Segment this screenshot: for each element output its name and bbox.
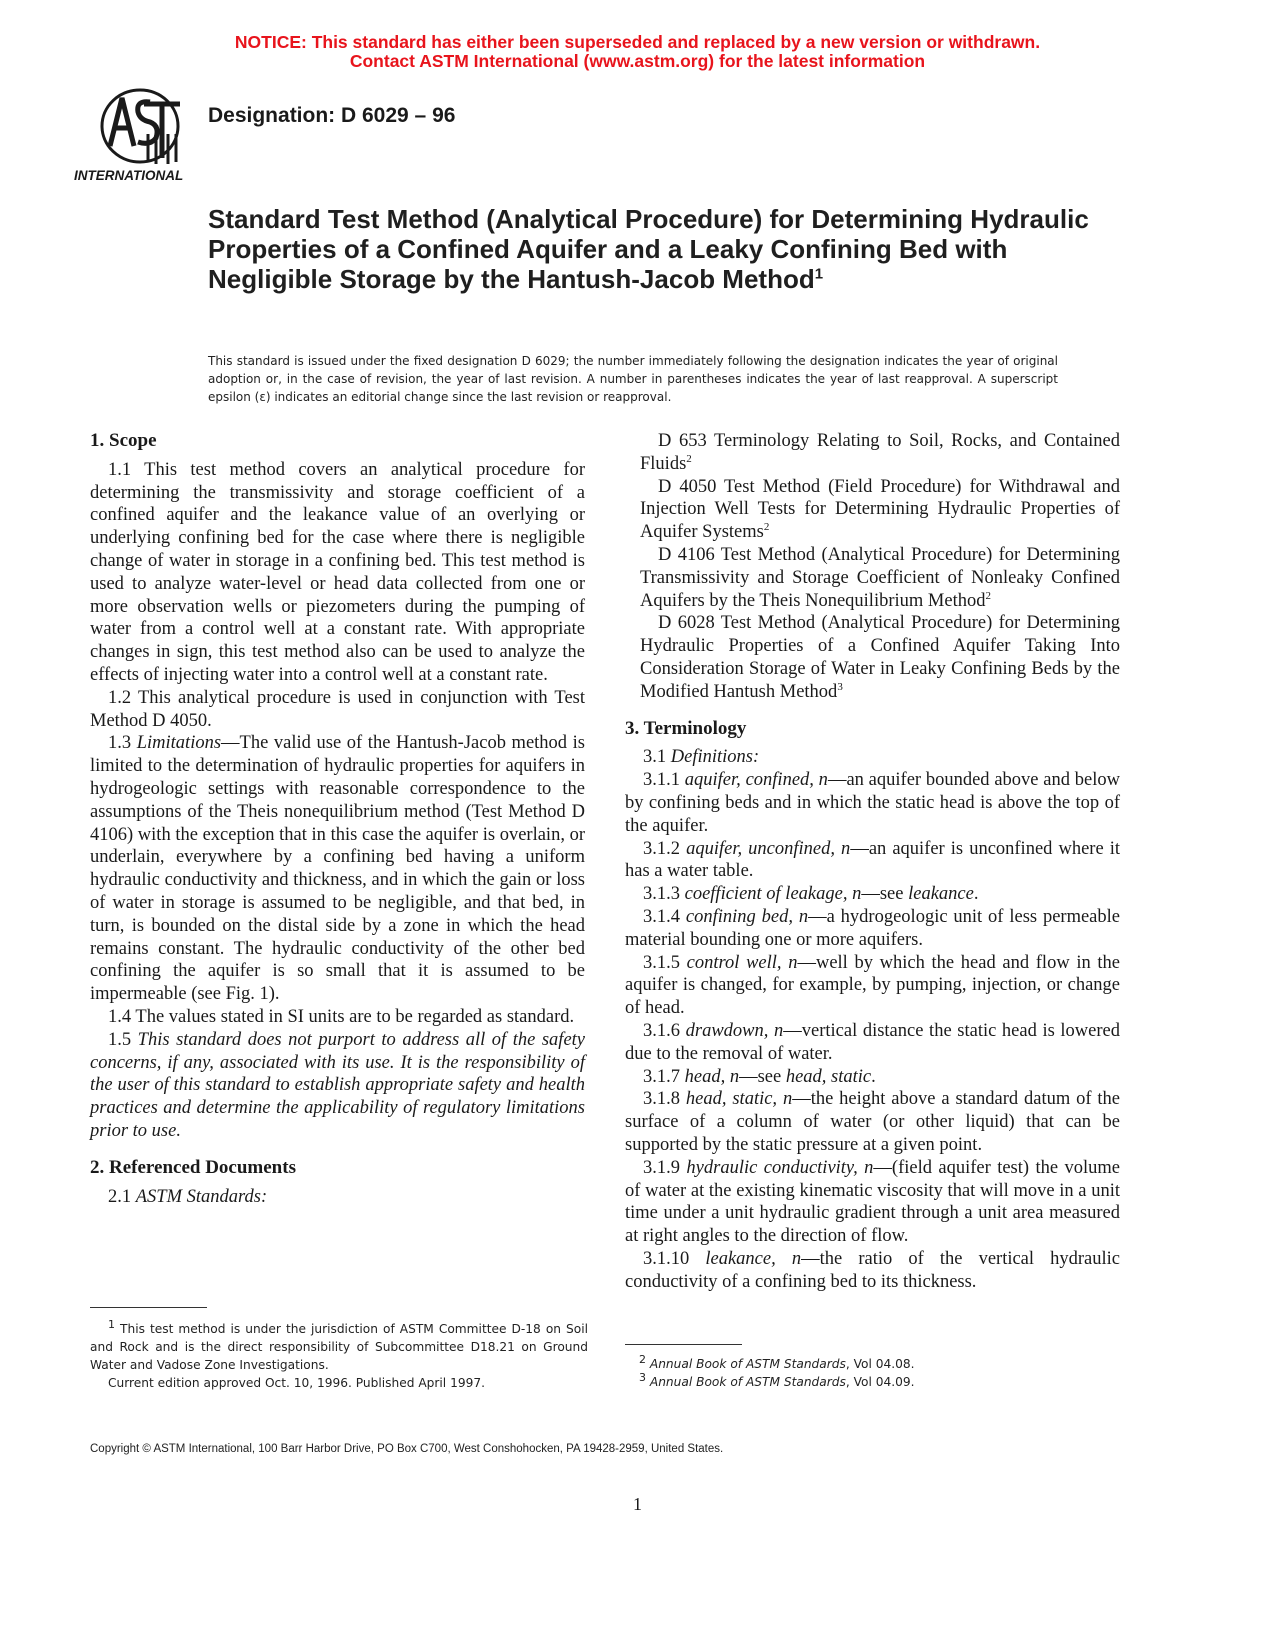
definition-3-1-4: [625, 906, 1120, 952]
definition-number: 3.1.3: [643, 884, 685, 905]
definition-term: control well, n: [686, 952, 798, 973]
volume: , Vol 04.08.: [845, 1357, 915, 1371]
definition-text: —see: [739, 1066, 786, 1087]
paragraph-1-3: [90, 732, 585, 1006]
logo-text: INTERNATIONAL: [74, 168, 184, 183]
definitions-label: [625, 746, 1120, 769]
paragraph-number: 3.1: [643, 747, 671, 768]
see-term: leakance: [908, 884, 974, 905]
definition-text: —a hydrogeologic unit of less permeable material bounding one or more aquifers.: [625, 906, 1120, 950]
definition-text: .: [871, 1066, 876, 1087]
footnote-marker: 3: [639, 1370, 646, 1384]
footnote-ref: 2: [763, 521, 770, 534]
footnote-text: This test method is under the jurisdiction of ASTM Committee D-18 on Soil and Rock and is the direct responsibility of Subcommittee D18.21 on Ground Water and Vadose Zone Investigations.: [90, 1322, 588, 1372]
notice-line-2: Contact ASTM International (www.astm.org) for the latest information: [349, 51, 926, 71]
definition-text: —the ratio of the vertical hydraulic conductivity of a confining bed to its thickness.: [625, 1248, 1121, 1292]
paragraph-1-5: [90, 1029, 585, 1143]
paragraph-number: 2.1: [108, 1186, 136, 1207]
notice-line-1: NOTICE: This standard has either been superseded and replaced by a new version or withdrawn.: [234, 32, 1041, 52]
definition-term: coefficient of leakage, n: [684, 884, 862, 905]
footnote-ref: 3: [837, 680, 843, 693]
reference-d653: [625, 430, 1120, 476]
definition-3-1-2: [625, 838, 1120, 884]
astm-logo: [74, 84, 198, 184]
copyright-notice: Copyright © ASTM International, 100 Barr Harbor Drive, PO Box C700, West Conshohocken, PA 19428-2959, United States.: [90, 1443, 724, 1455]
definition-text: —an aquifer is unconfined where it has a water table.: [625, 838, 1121, 882]
book-title: Annual Book of ASTM Standards: [646, 1357, 846, 1371]
footnote-2: [625, 1352, 1120, 1373]
footnote-ref: 2: [985, 589, 991, 602]
footnote-marker: 2: [639, 1352, 646, 1366]
definition-term: drawdown, n: [685, 1020, 784, 1041]
see-term: head, static: [785, 1066, 872, 1087]
definition-number: 3.1.10: [643, 1248, 706, 1269]
definition-term: hydraulic conductivity, n: [686, 1157, 874, 1178]
definition-3-1-6: [625, 1020, 1120, 1066]
definition-3-1-5: [625, 952, 1120, 1020]
footnotes-left: [90, 1317, 588, 1392]
reference-d4050: [625, 476, 1120, 544]
definition-number: 3.1.2: [643, 838, 687, 859]
safety-statement: This standard does not purport to address all of the safety concerns, if any, associated with its use. It is the responsibility of the user of this standard to establish appropriate safety and health practices and determine the applicability of regulatory limitations prior to use.: [90, 1029, 586, 1141]
footnote-divider-left: [90, 1307, 207, 1308]
reference-text: D 4050 Test Method (Field Procedure) for Withdrawal and Injection Well Tests for Determining Hydraulic Properties of Aquifer Systems: [640, 476, 1120, 543]
limitations-term: Limitations: [136, 733, 222, 754]
edition-note: Current edition approved Oct. 10, 1996. Published April 1997.: [108, 1376, 485, 1390]
definition-number: 3.1.7: [643, 1066, 685, 1087]
definition-number: 3.1.5: [643, 952, 687, 973]
paragraph-1-4: 1.4 The values stated in SI units are to be regarded as standard.: [108, 1006, 575, 1027]
designation: Designation: D 6029 – 96: [208, 104, 456, 127]
issue-note: This standard is issued under the fixed designation D 6029; the number immediately following the designation indicates the year of original adoption or, in the case of revision, the year of last revision. A number in parentheses indicates the year of last reapproval. A superscript epsilon (ε) indicates an editorial change since the last revision or reapproval.: [208, 354, 1058, 404]
footnote-ref: 2: [686, 452, 692, 465]
definition-term: leakance, n: [705, 1248, 802, 1269]
definition-text: .: [973, 884, 979, 905]
definition-term: head, n: [684, 1066, 740, 1087]
paragraph-1-2: 1.2 This analytical procedure is used in conjunction with Test Method D 4050.: [90, 687, 585, 731]
definition-3-1-10: [625, 1248, 1120, 1294]
title-text: Standard Test Method (Analytical Procedure) for Determining Hydraulic Properties of a Confined Aquifer and a Leaky Confining Bed with Negligible Storage by the Hantush-Jacob Method: [208, 204, 1089, 294]
book-title: Annual Book of ASTM Standards: [646, 1375, 846, 1389]
reference-text: D 653 Terminology Relating to Soil, Rocks, and Contained Fluids: [640, 431, 1120, 474]
volume: , Vol 04.09.: [845, 1375, 915, 1389]
title-footnote-ref: 1: [814, 265, 824, 283]
definition-text: —vertical distance the static head is lowered due to the removal of water.: [625, 1020, 1120, 1064]
footnotes-right: [625, 1352, 1120, 1391]
definition-text: —the height above a standard datum of the surface of a column of water (or other liquid) that can be supported by the static pressure at a given point.: [625, 1089, 1121, 1155]
definition-number: 3.1.4: [643, 906, 686, 927]
paragraph-number: 1.5: [108, 1029, 138, 1050]
footnote-divider-right: [625, 1344, 742, 1345]
paragraph-1-1: 1.1 This test method covers an analytical procedure for determining the transmissivity and storage coefficient of a confined aquifer and the leakance value of an overlying or underlying confining bed for the case where there is negligible change of water in storage in a confining bed. This test method is used to analyze water-level or head data collected from one or more observation wells or piezometers during the pumping of water from a control well at a constant rate. With appropriate changes in sign, this test method also can be used to analyze the effects of injecting water into a control well at a constant rate.: [90, 459, 585, 685]
definitions-text: Definitions:: [670, 747, 760, 768]
right-column: [625, 430, 1120, 1293]
definition-number: 3.1.1: [643, 770, 685, 791]
document-title: [208, 204, 1108, 294]
astm-standards-label: ASTM Standards:: [135, 1186, 268, 1207]
left-column: [90, 430, 585, 1208]
footnote-marker: 1: [108, 1317, 115, 1331]
definition-term: head, static, n: [685, 1089, 793, 1110]
definition-term: aquifer, confined, n: [684, 770, 828, 791]
definition-term: confining bed, n: [685, 906, 809, 927]
reference-text: D 4106 Test Method (Analytical Procedure) for Determining Transmissivity and Storage Coefficient of Nonleaky Confined Aquifers by the Theis Nonequilibrium Method: [640, 544, 1120, 611]
footnote-3: [625, 1370, 1120, 1391]
definition-number: 3.1.9: [643, 1157, 687, 1178]
definition-3-1-7: [625, 1066, 1120, 1089]
definition-text: —see: [861, 884, 909, 905]
reference-text: D 6028 Test Method (Analytical Procedure) for Determining Hydraulic Properties of a Confined Aquifer Taking Into Consideration Storage of Water in Leaky Confining Beds by the Modified Hantush Method: [640, 613, 1120, 702]
paragraph-number: 1.3: [108, 733, 137, 754]
paragraph-text: —The valid use of the Hantush-Jacob method is limited to the determination of hydraulic properties for aquifers in hydrogeologic settings with reasonable correspondence to the assumptions of the Theis nonequilibrium method (Test Method D 4106) with the exception that in this case the aquifer is overlain, or underlain, everywhere by a confining bed having a uniform hydraulic conductivity and thickness, and in which the gain or loss of water in storage is assumed to be negligible, and that bed, in turn, is bounded on the distal side by a zone in which the head remains constant. The hydraulic conductivity of the other bed confining the aquifer is so small that it is assumed to be impermeable (see Fig. 1).: [90, 733, 585, 1005]
definition-text: —an aquifer bounded above and below by confining beds and in which the static head is above the top of the aquifer.: [625, 770, 1120, 836]
definition-number: 3.1.6: [643, 1020, 686, 1041]
paragraph-2-1: [90, 1186, 585, 1209]
definition-text: —(field aquifer test) the volume of water at the existing kinematic viscosity that will move in a unit time under a unit hydraulic gradient through a unit area measured at right angles to the direction of flow.: [625, 1157, 1120, 1247]
definition-term: aquifer, unconfined, n: [686, 838, 851, 859]
definition-3-1-1: [625, 769, 1120, 837]
terminology-heading: 3. Terminology: [625, 717, 747, 739]
reference-d6028: [625, 612, 1120, 703]
scope-heading: 1. Scope: [90, 430, 157, 451]
definition-number: 3.1.8: [643, 1089, 686, 1110]
referenced-documents-heading: 2. Referenced Documents: [90, 1156, 296, 1178]
footnote-1: [90, 1317, 588, 1374]
page-number: 1: [633, 1494, 642, 1514]
definition-3-1-8: [625, 1088, 1120, 1156]
definition-3-1-3: [625, 883, 1120, 906]
definition-text: —well by which the head and flow in the aquifer is changed, for example, by pumping, injection, or change of head.: [625, 952, 1120, 1019]
definition-3-1-9: [625, 1157, 1120, 1248]
reference-d4106: [625, 544, 1120, 612]
